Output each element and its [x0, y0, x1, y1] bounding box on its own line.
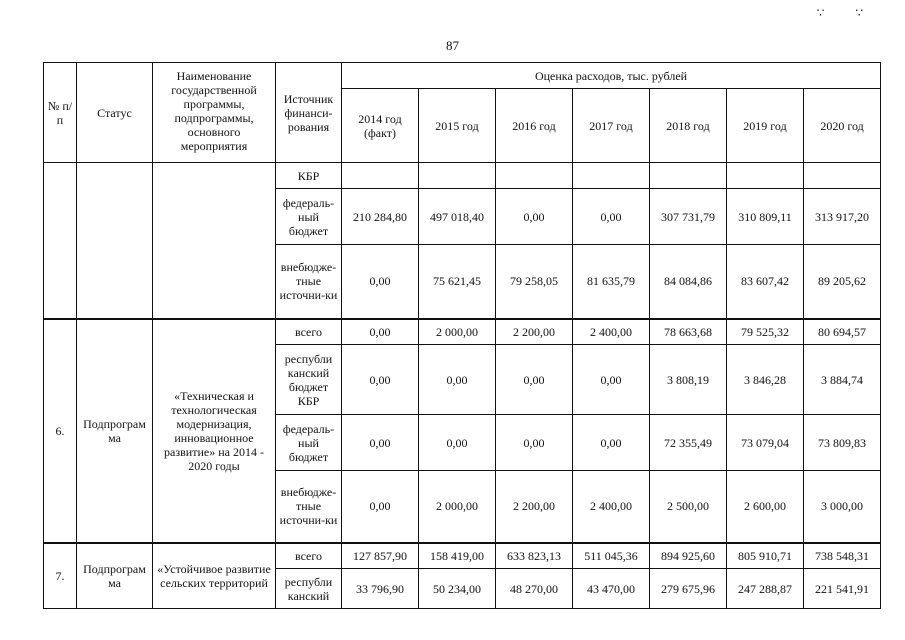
- cell-value: 158 419,00: [419, 543, 496, 569]
- cell-value: 511 045,36: [573, 543, 650, 569]
- cell-source: республи канский бюджет КБР: [276, 345, 342, 415]
- header-status: Статус: [77, 63, 153, 163]
- year-header: 2016 год: [496, 89, 573, 163]
- cell-value: 221 541,91: [804, 569, 881, 609]
- cell-value: 247 288,87: [727, 569, 804, 609]
- cell-value: 80 694,57: [804, 319, 881, 345]
- cell-value: 738 548,31: [804, 543, 881, 569]
- table-row: [44, 319, 881, 345]
- cell-value: [650, 163, 727, 189]
- cell-status: Подпрограм ма: [77, 543, 153, 609]
- cell-value: [419, 163, 496, 189]
- cell-name: «Техническая и технологическая модернизация, инновационное развитие» на 2014 - 2020 годы: [153, 319, 276, 543]
- table-row: [44, 163, 881, 189]
- cell-value: 43 470,00: [573, 569, 650, 609]
- cell-value: 78 663,68: [650, 319, 727, 345]
- cell-num: 6.: [44, 319, 77, 543]
- cell-value: 0,00: [419, 345, 496, 415]
- cell-value: [727, 163, 804, 189]
- header-estimate: Оценка расходов, тыс. рублей: [342, 63, 881, 89]
- cell-value: 3 000,00: [804, 471, 881, 543]
- cell-value: 0,00: [573, 415, 650, 471]
- cell-source: КБР: [276, 163, 342, 189]
- cell-value: 79 525,32: [727, 319, 804, 345]
- cell-source: федераль-ный бюджет: [276, 415, 342, 471]
- cell-value: 2 000,00: [419, 471, 496, 543]
- cell-source: федераль-ный бюджет: [276, 189, 342, 245]
- cell-value: 0,00: [573, 189, 650, 245]
- cell-value: 0,00: [342, 471, 419, 543]
- cell-value: 50 234,00: [419, 569, 496, 609]
- cell-value: 805 910,71: [727, 543, 804, 569]
- cell-value: 3 846,28: [727, 345, 804, 415]
- cell-value: 48 270,00: [496, 569, 573, 609]
- cell-name: «Устойчивое развитие сельских территорий: [153, 543, 276, 609]
- header-num: № п/п: [44, 63, 77, 163]
- cell-value: 3 808,19: [650, 345, 727, 415]
- cell-source: республи канский: [276, 569, 342, 609]
- cell-value: 0,00: [496, 345, 573, 415]
- cell-value: 2 200,00: [496, 471, 573, 543]
- cell-value: 633 823,13: [496, 543, 573, 569]
- cell-status: Подпрограм ма: [77, 319, 153, 543]
- cell-source: всего: [276, 543, 342, 569]
- cell-value: 310 809,11: [727, 189, 804, 245]
- cell-value: 0,00: [496, 415, 573, 471]
- year-header: 2015 год: [419, 89, 496, 163]
- header-name: Наименование государственной программы, подпрограммы, основного мероприятия: [153, 63, 276, 163]
- cell-value: [342, 163, 419, 189]
- cell-status: [77, 163, 153, 319]
- year-header: 2014 год (факт): [342, 89, 419, 163]
- cell-name: [153, 163, 276, 319]
- cell-value: 497 018,40: [419, 189, 496, 245]
- header-source: Источник финанси-рования: [276, 63, 342, 163]
- year-header: 2017 год: [573, 89, 650, 163]
- cell-value: 0,00: [342, 319, 419, 345]
- cell-value: 73 079,04: [727, 415, 804, 471]
- cell-value: [496, 163, 573, 189]
- cell-value: 0,00: [342, 245, 419, 319]
- cell-value: 313 917,20: [804, 189, 881, 245]
- cell-value: 2 400,00: [573, 319, 650, 345]
- cell-num: [44, 163, 77, 319]
- cell-value: 73 809,83: [804, 415, 881, 471]
- budget-table: [43, 62, 881, 609]
- cell-value: 2 600,00: [727, 471, 804, 543]
- cell-value: 2 500,00: [650, 471, 727, 543]
- cell-value: 89 205,62: [804, 245, 881, 319]
- page-number: 87: [446, 38, 459, 53]
- cell-value: 279 675,96: [650, 569, 727, 609]
- cell-value: 210 284,80: [342, 189, 419, 245]
- cell-value: 0,00: [419, 415, 496, 471]
- year-header: 2018 год: [650, 89, 727, 163]
- cell-value: 0,00: [342, 415, 419, 471]
- corner-marks: ∵ ∵: [816, 6, 877, 20]
- cell-value: 79 258,05: [496, 245, 573, 319]
- cell-value: 2 000,00: [419, 319, 496, 345]
- cell-value: 0,00: [573, 345, 650, 415]
- cell-value: 81 635,79: [573, 245, 650, 319]
- cell-value: 2 200,00: [496, 319, 573, 345]
- cell-num: 7.: [44, 543, 77, 609]
- cell-value: 2 400,00: [573, 471, 650, 543]
- cell-value: 83 607,42: [727, 245, 804, 319]
- cell-source: всего: [276, 319, 342, 345]
- cell-value: 75 621,45: [419, 245, 496, 319]
- cell-value: 0,00: [342, 345, 419, 415]
- year-header: 2019 год: [727, 89, 804, 163]
- cell-value: [804, 163, 881, 189]
- cell-value: 894 925,60: [650, 543, 727, 569]
- cell-value: 127 857,90: [342, 543, 419, 569]
- table-row: [44, 543, 881, 569]
- cell-source: внебюдже-тные источни-ки: [276, 471, 342, 543]
- cell-value: 3 884,74: [804, 345, 881, 415]
- cell-value: 84 084,86: [650, 245, 727, 319]
- cell-value: [573, 163, 650, 189]
- cell-source: внебюдже-тные источни-ки: [276, 245, 342, 319]
- year-header: 2020 год: [804, 89, 881, 163]
- cell-value: 33 796,90: [342, 569, 419, 609]
- cell-value: 72 355,49: [650, 415, 727, 471]
- cell-value: 0,00: [496, 189, 573, 245]
- cell-value: 307 731,79: [650, 189, 727, 245]
